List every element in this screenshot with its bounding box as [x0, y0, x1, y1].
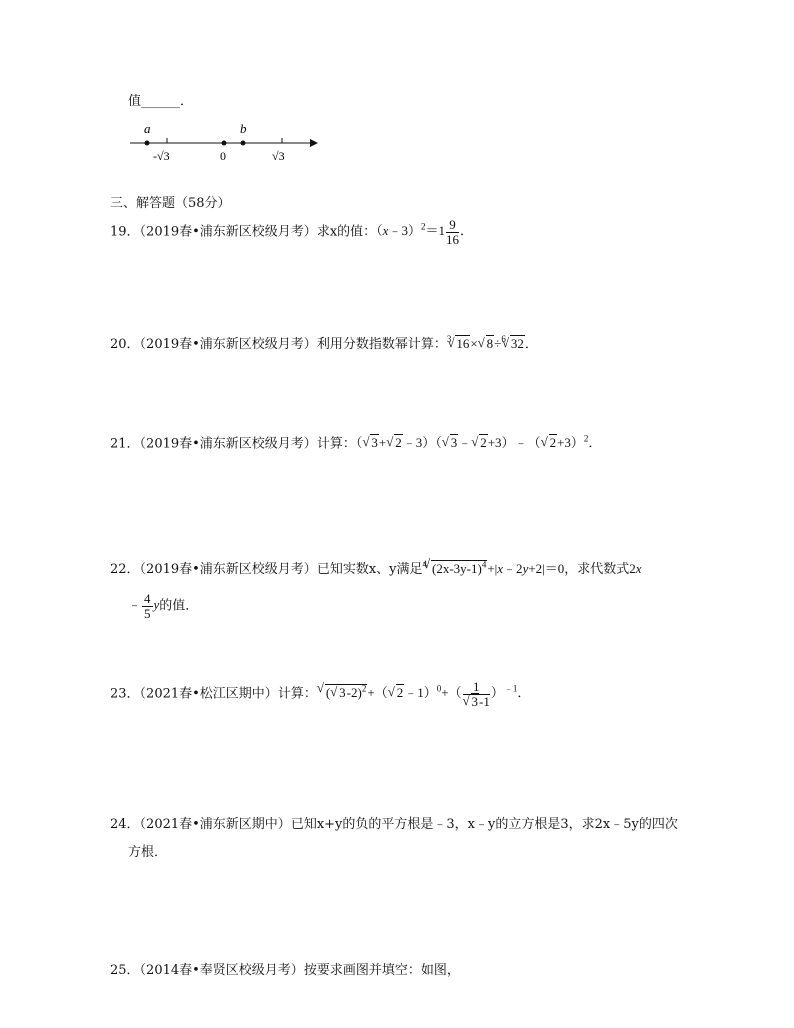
question-number: 24． — [110, 817, 140, 832]
question-18-tail: 值______． — [128, 94, 194, 109]
label-b: b — [240, 121, 247, 136]
question-text: 计算： — [316, 436, 356, 452]
tick-label-pos-sqrt3: √3 — [272, 149, 285, 163]
question-23 — [110, 680, 530, 709]
q20-formula: $^3$√ 16×√ 8÷$^6$√ 32． — [447, 336, 538, 351]
question-source: （2019春•浦东新区校级月考） — [139, 436, 317, 452]
section-title: 三、解答题（58分） — [110, 196, 231, 211]
question-source: （2021春•浦东新区期中） — [139, 817, 291, 832]
question-19 — [110, 218, 473, 247]
tick-label-neg-sqrt3: -√3 — [153, 149, 170, 163]
question-number: 22． — [110, 562, 140, 577]
q22-formula: $^4$√ $(2x-3y-1)^4+|x﹣2y+2|=0$，求代数式2x — [423, 561, 642, 576]
question-text: 按要求画图并填空：如图， — [303, 963, 460, 978]
question-source: （2014春•奉贤区校级月考） — [139, 963, 304, 978]
point-zero — [222, 141, 227, 146]
q21-formula: （√ 3+√ 2﹣3）（√ 3﹣√ 2+3）﹣（√ 2+3）$^2$． — [356, 435, 602, 450]
question-22 — [110, 555, 642, 579]
q19-formula: （x﹣3）$^2$＝1 $\frac{9}{16}$ ． — [376, 217, 473, 247]
q23-formula: √ (√ 3-2)$^2$+（√ 2﹣1）$^0$+（ 1 √ 3-1 ）$^{﹣1}$． — [317, 685, 531, 700]
question-24 — [110, 816, 678, 834]
arrow-head-icon — [310, 139, 318, 147]
question-source: （2019春•浦东新区校级月考） — [139, 562, 317, 577]
question-source: （2019春•浦东新区校级月考） — [139, 337, 317, 352]
question-text: 计算： — [277, 686, 317, 702]
tick-label-zero: 0 — [220, 149, 226, 163]
question-text: 的值． — [159, 598, 199, 614]
question-20 — [110, 330, 538, 354]
question-22-line2 — [128, 592, 198, 621]
number-line-figure — [125, 118, 325, 168]
q22-expression: ﹣ $\frac{4}{5}$ y — [128, 591, 160, 621]
question-text: 已知x+y的负的平方根是﹣3，x﹣y的立方根是3，求2x﹣5y的四次 — [290, 817, 678, 832]
question-25 — [110, 962, 460, 980]
question-number: 19． — [110, 224, 140, 240]
question-number: 25． — [110, 963, 140, 978]
question-21 — [110, 430, 601, 453]
question-number: 23． — [110, 686, 140, 702]
question-24-line2: 方根． — [128, 845, 168, 860]
point-a — [145, 141, 150, 146]
question-text: 已知实数x、y满足 — [316, 562, 423, 577]
label-a: a — [144, 121, 151, 136]
point-b — [241, 141, 246, 146]
question-text: 利用分数指数幂计算： — [316, 337, 447, 352]
question-number: 21． — [110, 436, 140, 452]
question-text: 求x的值： — [316, 224, 377, 240]
question-source: （2019春•浦东新区校级月考） — [139, 224, 317, 240]
question-number: 20． — [110, 337, 140, 352]
question-source: （2021春•松江区期中） — [139, 686, 278, 702]
